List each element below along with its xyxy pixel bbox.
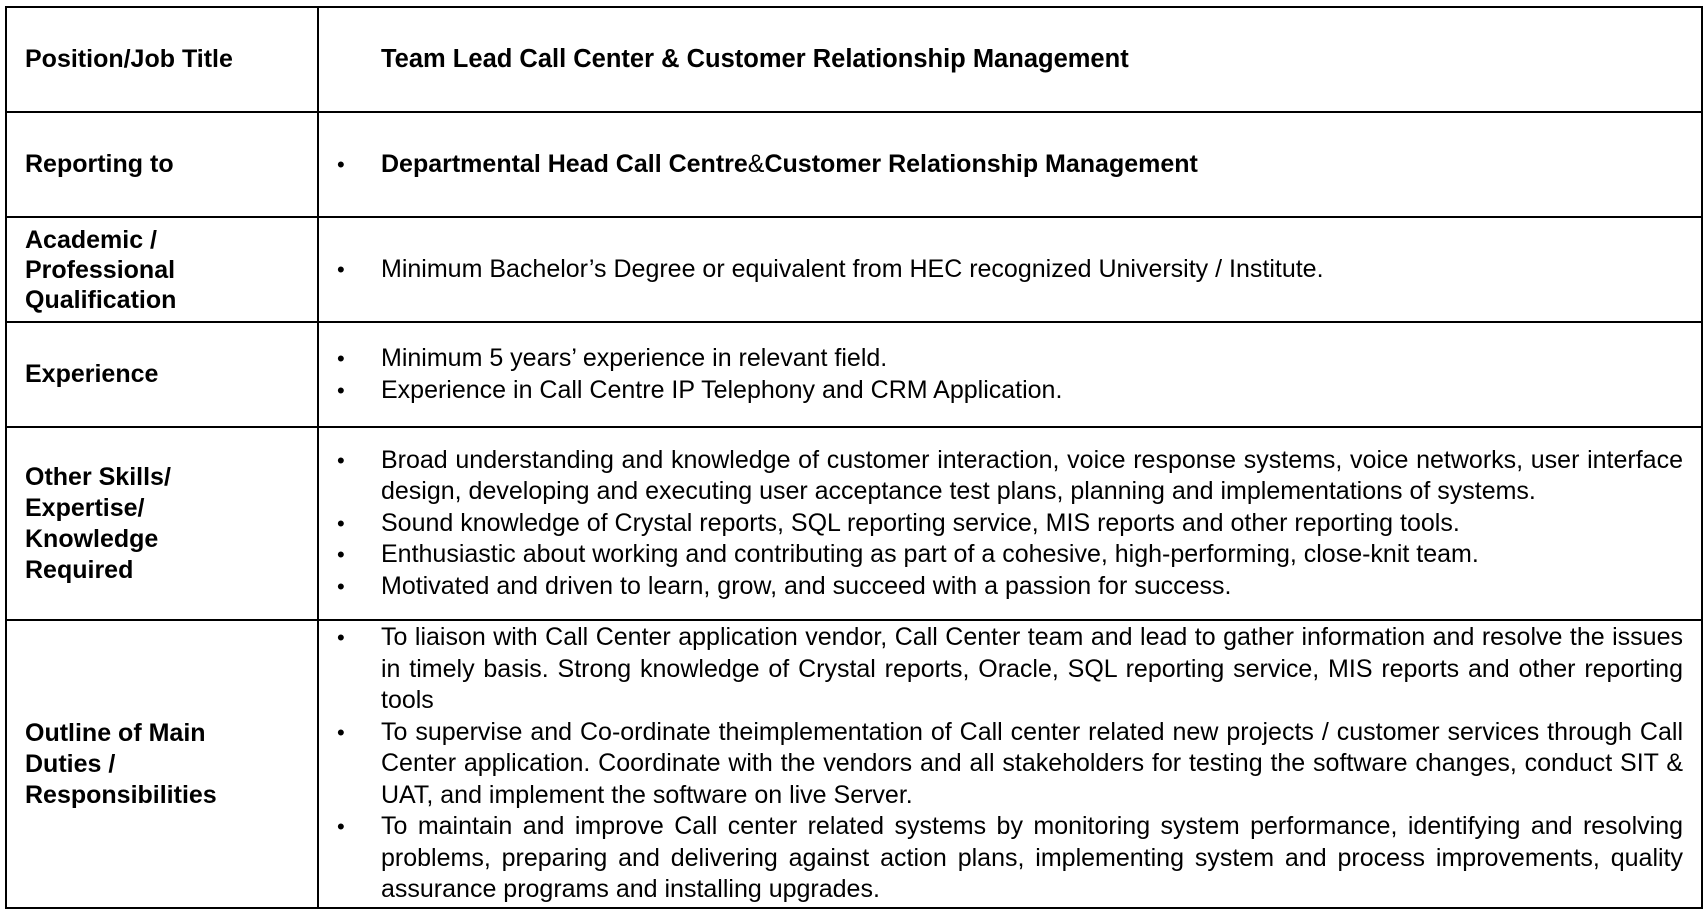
bullet-icon: •: [337, 573, 345, 599]
list-item-text: Sound knowledge of Crystal reports, SQL reporting service, MIS reports and other reporting tools.: [381, 508, 1460, 537]
list-item-text: Experience in Call Centre IP Telephony and CRM Application.: [381, 375, 1063, 404]
list-item-text: To supervise and Co-ordinate theimplementation of Call center related new projects / customer services through Call Center application. Coordinate with the vendors and all stakeholders for testing the software changes, conduct SIT & UAT, and implement the software on live Server.: [381, 717, 1683, 809]
list-item-text: To maintain and improve Call center related systems by monitoring system performance, identifying and resolving problems, preparing and delivering against action plans, implementing system and process improvements, quality assurance programs and installing upgrades.: [381, 812, 1683, 904]
list-item: [333, 375, 1683, 407]
duties-list: [333, 622, 1683, 906]
bullet-icon: •: [337, 377, 345, 403]
value-academic-qualification: [318, 217, 1702, 322]
bullet-icon: •: [337, 151, 345, 177]
bullet-icon: •: [337, 346, 345, 371]
list-item: [333, 149, 1683, 181]
value-other-skills: [318, 427, 1702, 620]
label-line: Expertise/: [25, 493, 145, 522]
reporting-ampersand: &: [747, 149, 765, 178]
list-item: [333, 571, 1683, 603]
bullet-icon: •: [337, 625, 345, 651]
list-item: [333, 539, 1683, 571]
list-item: [333, 717, 1683, 812]
reporting-list: [333, 149, 1683, 181]
job-description-table: [5, 6, 1703, 909]
label-line: Duties /: [25, 749, 116, 778]
list-item-text: To liaison with Call Center application vendor, Call Center team and lead to gather information and resolve the issues in timely basis. Strong knowledge of Crystal reports, Oracle, SQL reporting service, MIS reports and other reporting tools: [381, 623, 1683, 715]
label-position-title: Position/Job Title: [6, 7, 318, 112]
label-line: Responsibilities: [25, 780, 217, 809]
label-main-duties: [6, 620, 318, 908]
value-reporting-to: [318, 112, 1702, 217]
list-item: [333, 254, 1683, 286]
label-line: Academic /: [25, 225, 158, 254]
list-item: [333, 622, 1683, 717]
label-reporting-to: Reporting to: [6, 112, 318, 217]
row-reporting-to: [6, 112, 1702, 217]
label-line: Outline of Main: [25, 718, 206, 747]
label-line: Required: [25, 555, 134, 584]
label-line: Professional: [25, 255, 176, 284]
label-academic-qualification: [6, 217, 318, 322]
bullet-icon: •: [337, 510, 345, 536]
list-item-text: Broad understanding and knowledge of customer interaction, voice response systems, voice networks, user interface design, developing and executing user acceptance test plans, planning and implementations of systems.: [381, 445, 1683, 506]
list-item-text: Minimum 5 years’ experience in relevant field.: [381, 344, 888, 372]
position-title-text: Team Lead Call Center & Customer Relationship Management: [381, 45, 1129, 73]
list-item: [333, 811, 1683, 906]
row-experience: [6, 322, 1702, 427]
list-item-text: Minimum Bachelor’s Degree or equivalent from HEC recognized University / Institute.: [381, 254, 1324, 283]
value-position-title: [318, 7, 1702, 112]
label-other-skills: [6, 427, 318, 620]
label-line: Other Skills/: [25, 462, 171, 491]
academic-list: [333, 254, 1683, 286]
bullet-icon: •: [337, 814, 345, 840]
list-item: [333, 343, 1683, 375]
row-other-skills: [6, 427, 1702, 620]
bullet-icon: •: [337, 719, 345, 745]
list-item: [333, 445, 1683, 508]
list-item-text: Motivated and driven to learn, grow, and succeed with a passion for success.: [381, 571, 1232, 600]
row-main-duties: [6, 620, 1702, 908]
experience-list: [333, 343, 1683, 406]
bullet-icon: •: [337, 542, 345, 568]
bullet-icon: •: [337, 447, 345, 473]
row-academic-qualification: [6, 217, 1702, 322]
label-line: Knowledge: [25, 524, 159, 553]
label-line: Qualification: [25, 285, 177, 314]
job-description-document: [5, 6, 1703, 909]
bullet-icon: •: [337, 256, 345, 282]
label-experience: Experience: [6, 322, 318, 427]
value-experience: [318, 322, 1702, 427]
row-position-title: [6, 7, 1702, 112]
reporting-part-2: Customer Relationship Management: [764, 149, 1198, 178]
value-main-duties: [318, 620, 1702, 908]
list-item: [333, 508, 1683, 540]
reporting-part-1: Departmental Head Call Centre: [381, 149, 748, 178]
list-item-text: Enthusiastic about working and contributing as part of a cohesive, high-performing, close-knit team.: [381, 540, 1479, 569]
skills-list: [333, 445, 1683, 603]
